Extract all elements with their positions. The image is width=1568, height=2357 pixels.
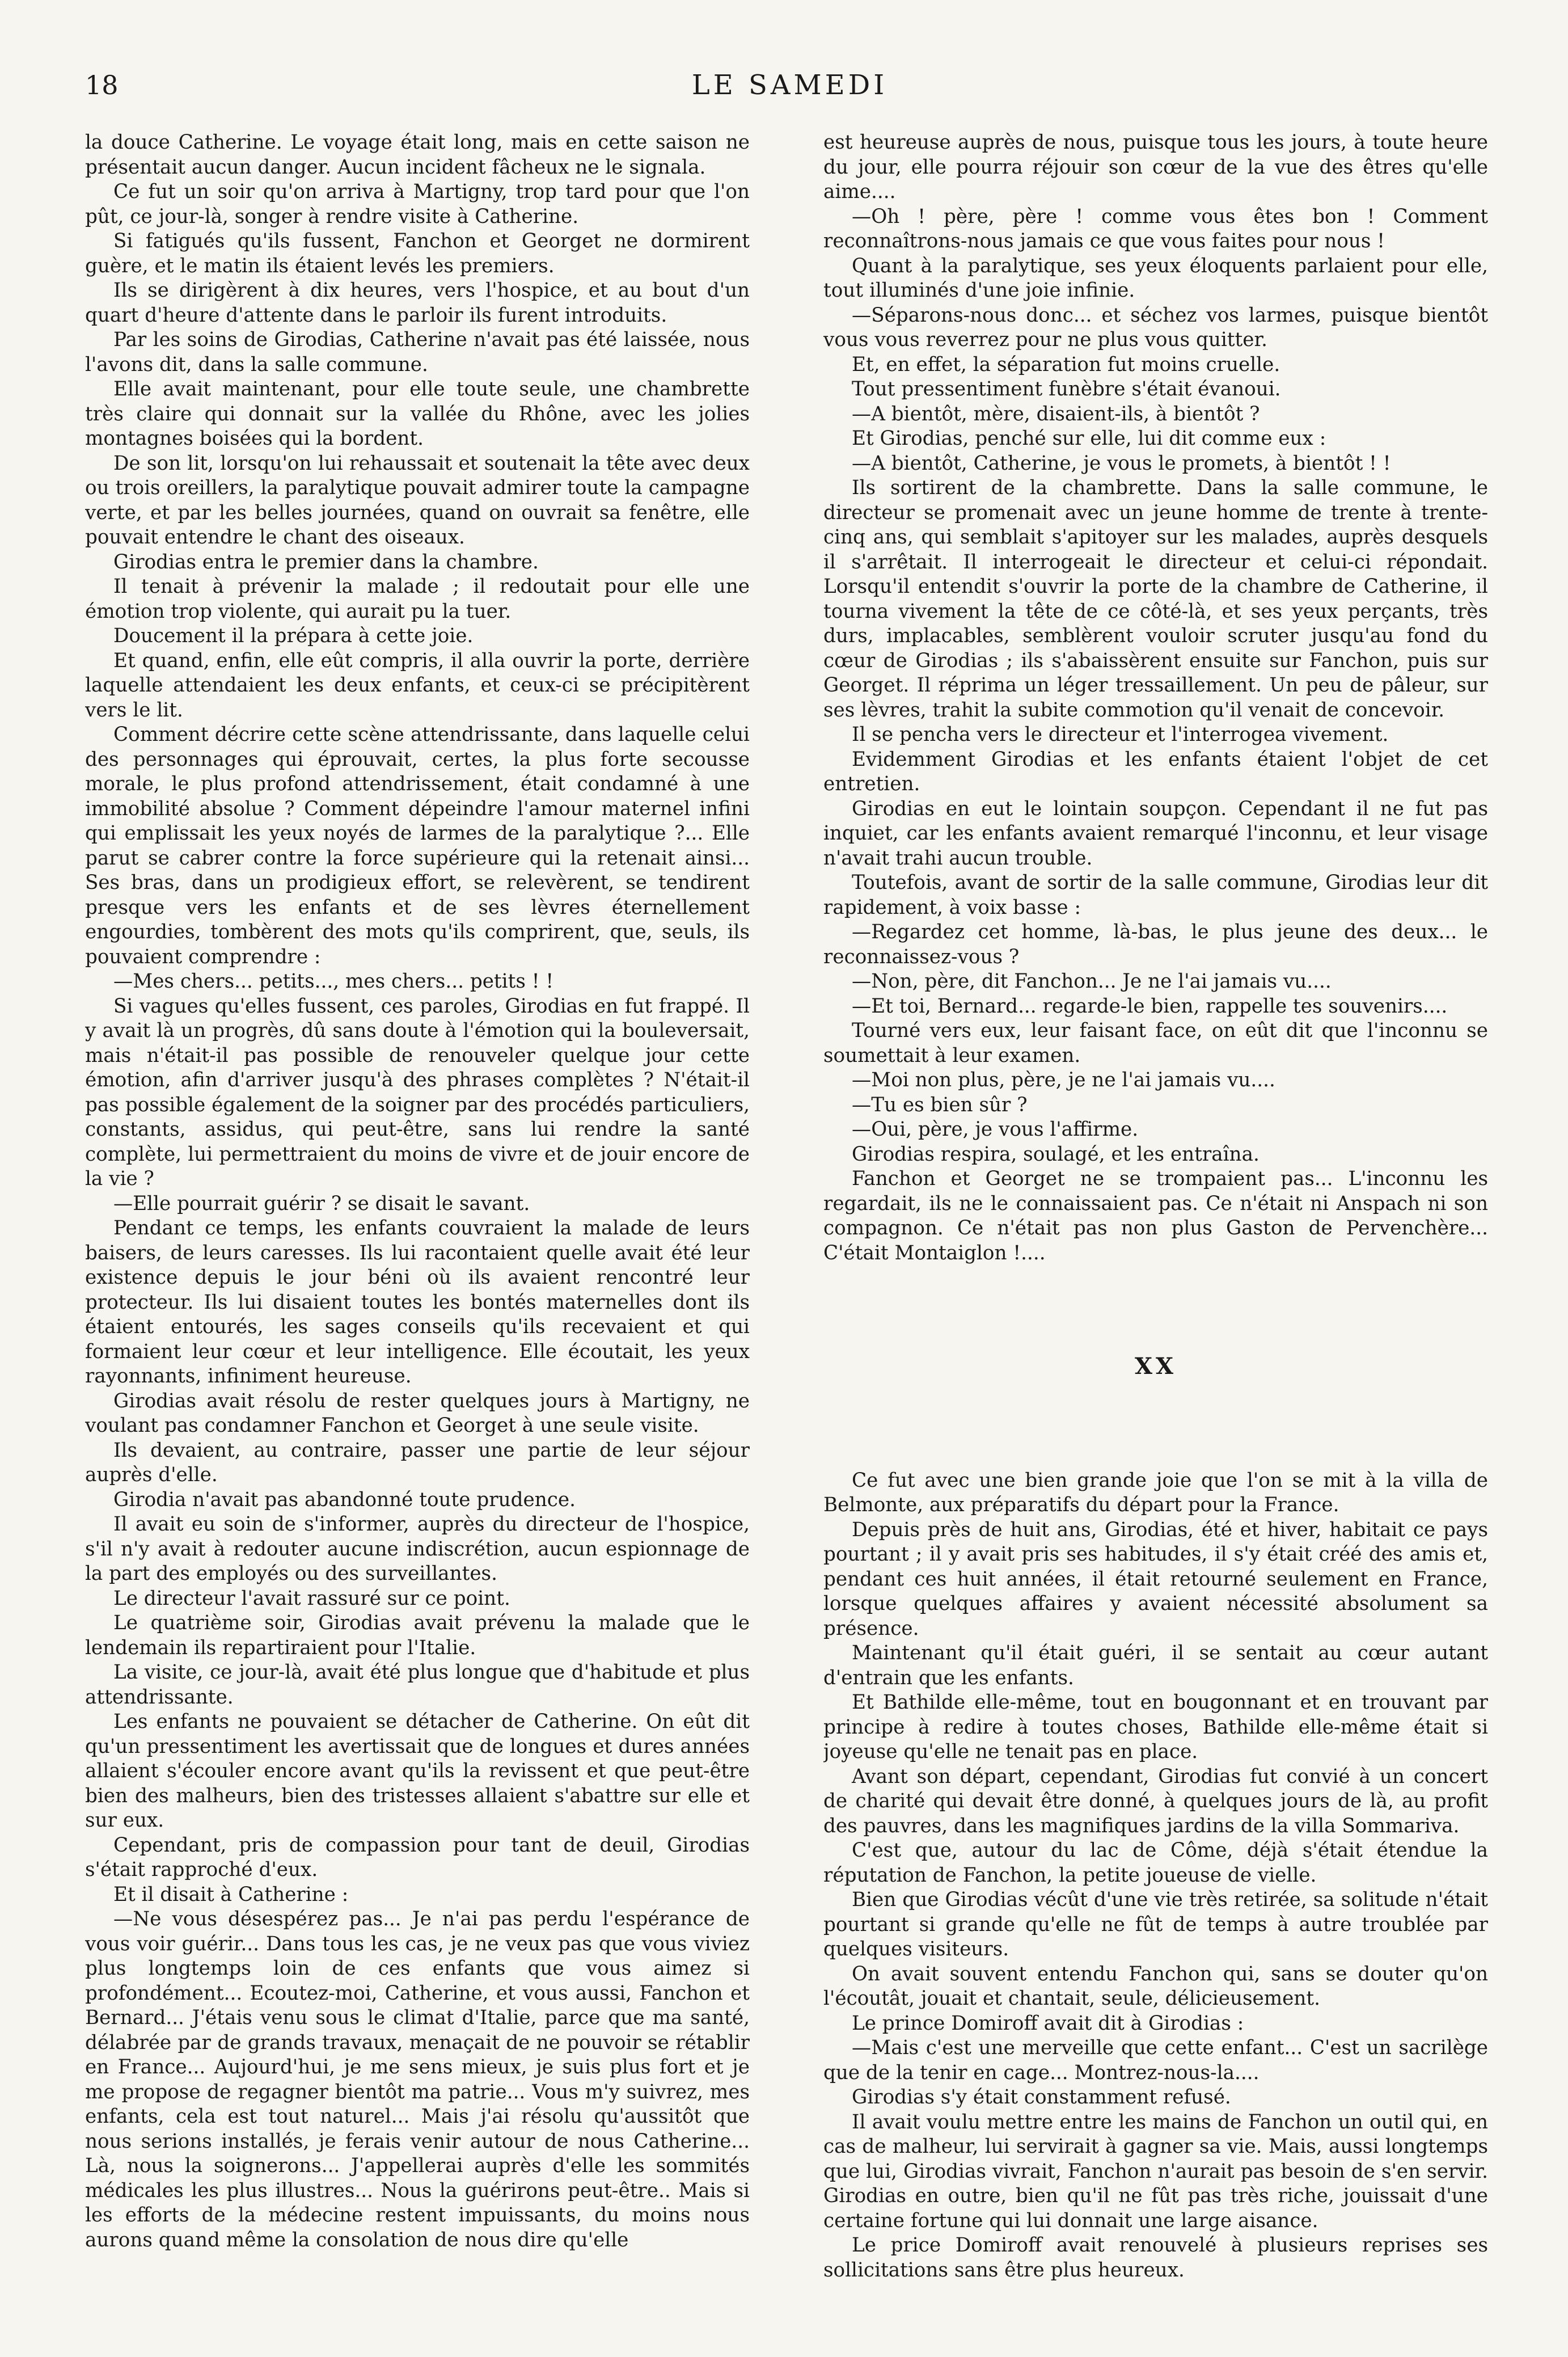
paragraph: Et Bathilde elle-même, tout en bougonnant et en trouvant par principe à redire à toutes choses, Bathilde elle-même était si joyeuse qu'elle ne tenait pas en place.: [823, 1691, 1488, 1763]
paragraph: Pendant ce temps, les enfants couvraient la malade de leurs baisers, de leurs caresses. Ils lui racontaient quelle avait été leur existence depuis le jour béni où ils avaient rencontré leur protecteur. Ils lui disaient toutes les bontés maternelles dont ils étaient entourés, les sages conseils qu'ils recevaient et qui formaient leur cœur et leur intelligence. Elle écoutait, les yeux rayonnants, infiniment heureuse.: [85, 1217, 750, 1388]
paragraph: Par les soins de Girodias, Catherine n'avait pas été laissée, nous l'avons dit, dans la salle commune.: [85, 328, 750, 376]
paragraph: —Oui, père, je vous l'affirme.: [852, 1118, 1139, 1141]
paragraph: —Tu es bien sûr ?: [852, 1093, 1028, 1116]
paragraph: Ce fut un soir qu'on arriva à Martigny, trop tard pour que l'on pût, ce jour-là, songer à rendre visite à Catherine.: [85, 180, 750, 228]
paragraph: Et, en effet, la séparation fut moins cruelle.: [852, 353, 1280, 376]
paragraph: Il se pencha vers le directeur et l'interrogea vivement.: [852, 723, 1389, 746]
paragraph: Quant à la paralytique, ses yeux éloquents parlaient pour elle, tout illuminés d'une joie infinie.: [823, 254, 1488, 302]
paragraph: C'est que, autour du lac de Côme, déjà s'était étendue la réputation de Fanchon, la petite joueuse de vielle.: [823, 1839, 1488, 1887]
paragraph: Girodias respira, soulagé, et les entraîna.: [852, 1142, 1260, 1166]
paragraph: Le directeur l'avait rassuré sur ce point.: [113, 1587, 510, 1610]
page-header: [85, 62, 1494, 108]
paragraph: Et Girodias, penché sur elle, lui dit comme eux :: [852, 427, 1326, 450]
paragraph: Girodias s'y était constamment refusé.: [852, 2086, 1231, 2109]
paragraph: Evidemment Girodias et les enfants étaient l'objet de cet entretien.: [823, 748, 1488, 795]
paragraph: Ils sortirent de la chambrette. Dans la salle commune, le directeur se promenait avec un jeune homme de trente à trente-cinq ans, qui semblait s'apitoyer sur les malades, auprès desquels il s'arrêtait. Il interrogeait le directeur et celui-ci répondait. Lorsqu'il entendit s'ouvrir la porte de la chambre de Catherine, il tourna vivement la tête de ce côté-là, et ses yeux perçants, très durs, implacables, semblèrent vouloir scruter jusqu'au fond du cœur de Girodias ; ils s'abaissèrent ensuite sur Fanchon, puis sur Georget. Il réprima un léger tressaillement. Un peu de pâleur, sur ses lèvres, trahit la subite commotion qu'il venait de concevoir.: [823, 477, 1488, 722]
paragraph: Et il disait à Catherine :: [113, 1883, 349, 1906]
paragraph: la douce Catherine. Le voyage était long, mais en cette saison ne présentait aucun danger. Aucun incident fâcheux ne le signala.: [85, 131, 750, 179]
paragraph: La visite, ce jour-là, avait été plus longue que d'habitude et plus attendrissante.: [85, 1661, 750, 1709]
chapter-heading: XX: [1134, 1353, 1177, 1380]
paragraph: Si vagues qu'elles fussent, ces paroles, Girodias en fut frappé. Il y avait là un progrès, dû sans doute à l'émotion qui la bouleversait, mais n'était-il pas possible de renouveler quelque jour cette émotion, afin d'arriver jusqu'à des phrases complètes ? N'était-il pas possible également de la soigner par des procédés particuliers, constants, assidus, qui peut-être, sans lui rendre la santé complète, lui permettraient du moins de vivre et de jouir encore de la vie ?: [85, 994, 750, 1190]
paragraph: Bien que Girodias vécût d'une vie très retirée, sa solitude n'était pourtant si grande qu'elle ne fût de temps à autre troublée par quelques visiteurs.: [823, 1888, 1488, 1960]
paragraph: Il tenait à prévenir la malade ; il redoutait pour elle une émotion trop violente, qui aurait pu la tuer.: [85, 575, 750, 623]
paragraph: —Ne vous désespérez pas... Je n'ai pas perdu l'espérance de vous voir guérir... Dans tous les cas, je ne veux pas que vous viviez plus longtemps loin de ces enfants que vous aimez si profondément... Ecoutez-moi, Catherine, et vous aussi, Fanchon et Bernard... J'étais venu sous le climat d'Italie, parce que ma santé, délabrée par de grands travaux, menaçait de ne pouvoir se rétablir en France... Aujourd'hui, je me sens mieux, je suis plus fort et je me propose de regagner bientôt ma patrie... Vous m'y suivrez, mes enfants, cela est tout naturel... Mais j'ai résolu qu'aussitôt que nous serions installés, je ferais venir autour de nous Catherine... Là, nous la soignerons... J'appellerai auprès d'elle les sommités médicales les plus illustres... Nous la guérirons peut-être.. Mais si les efforts de la médecine restent impuissants, du moins nous aurons quand même la consolation de nous dire qu'elle: [85, 1908, 750, 2251]
paragraph: —Non, père, dit Fanchon... Je ne l'ai jamais vu....: [852, 970, 1332, 993]
paragraph: Doucement il la prépara à cette joie.: [113, 625, 474, 647]
paragraph: Le quatrième soir, Girodias avait prévenu la malade que le lendemain ils repartiraient pour l'Italie.: [85, 1612, 750, 1659]
paragraph: —Oh ! père, père ! comme vous êtes bon ! Comment reconnaîtrons-nous jamais ce que vous faites pour nous !: [823, 205, 1488, 252]
paragraph: Ils devaient, au contraire, passer une partie de leur séjour auprès d'elle.: [85, 1439, 750, 1486]
paragraph: —Moi non plus, père, je ne l'ai jamais vu....: [852, 1069, 1275, 1091]
paragraph: Elle avait maintenant, pour elle toute seule, une chambrette très claire qui donnait sur la vallée du Rhône, avec les jolies montagnes boisées qui la bordent.: [85, 378, 750, 450]
paragraph: Fanchon et Georget ne se trompaient pas... L'inconnu les regardait, ils ne le connaissaient pas. Ce n'était ni Anspach ni son compagnon. Ce n'était pas non plus Gaston de Pervenchère... C'était Montaiglon !....: [823, 1167, 1488, 1264]
paragraph: Avant son départ, cependant, Girodias fut convié à un concert de charité qui devait être donné, à quelques jours de là, au profit des pauvres, dans les magnifiques jardins de la villa Sommariva.: [823, 1765, 1488, 1837]
paragraph: Le price Domiroff avait renouvelé à plusieurs reprises ses sollicitations sans être plus heureux.: [823, 2234, 1488, 2280]
paragraph: —Séparons-nous donc... et séchez vos larmes, puisque bientôt vous vous reverrez pour ne plus vous quitter.: [823, 303, 1488, 351]
paragraph: Comment décrire cette scène attendrissante, dans laquelle celui des personnages qui éprouvait, certes, la plus forte secousse morale, le plus profond attendrissement, était condamné à une immobilité absolue ? Comment dépeindre l'amour maternel infini qui emplissait les yeux noyés de larmes de la paralytique ?... Elle parut se cabrer contre la force supérieure qui la retenait ainsi... Ses bras, dans un prodigieux effort, se relevèrent, se tendirent presque vers les enfants et de ses lèvres éternellement engourdies, tombèrent des mots qu'ils comprirent, que, seuls, ils pouvaient comprendre :: [85, 723, 750, 968]
paragraph: Girodias entra le premier dans la chambre.: [113, 550, 539, 574]
paragraph: De son lit, lorsqu'on lui rehaussait et soutenait la tête avec deux ou trois oreillers, la paralytique pouvait admirer toute la campagne verte, et par les belles journées, quand on ouvrait sa fenêtre, elle pouvait entendre le chant des oiseaux.: [85, 452, 750, 549]
paragraph: —Et toi, Bernard... regarde-le bien, rappelle tes souvenirs....: [852, 994, 1448, 1018]
right-column: [823, 130, 1488, 2280]
paragraph: Girodia n'avait pas abandonné toute prudence.: [113, 1488, 576, 1511]
paragraph: —Regardez cet homme, là-bas, le plus jeune des deux... le reconnaissez-vous ?: [823, 921, 1488, 968]
paragraph: Les enfants ne pouvaient se détacher de Catherine. On eût dit qu'un pressentiment les avertissait que de longues et dures années allaient s'écouler encore avant qu'ils la revissent et que peut-être bien des malheurs, bien des tristesses allaient s'abattre sur elle et sur eux.: [85, 1710, 750, 1832]
paragraph: On avait souvent entendu Fanchon qui, sans se douter qu'on l'écoutât, jouait et chantait, seule, délicieusement.: [823, 1962, 1488, 2010]
paragraph: —Elle pourrait guérir ? se disait le savant.: [113, 1192, 530, 1215]
paragraph: —Mes chers... petits..., mes chers... petits ! !: [113, 970, 554, 993]
paragraph: Tourné vers eux, leur faisant face, on eût dit que l'inconnu se soumettait à leur examen.: [823, 1019, 1488, 1067]
paragraph: Maintenant qu'il était guéri, il se sentait au cœur autant d'entrain que les enfants.: [823, 1642, 1488, 1689]
paragraph: Depuis près de huit ans, Girodias, été et hiver, habitait ce pays pourtant ; il y avait pris ses habitudes, il s'y était créé des amis et, pendant ces huit années, il était retourné seulement en France, lorsque quelques affaires y avaient nécessité absolument sa présence.: [823, 1518, 1488, 1640]
paragraph: Il avait voulu mettre entre les mains de Fanchon un outil qui, en cas de malheur, lui servirait à gagner sa vie. Mais, aussi longtemps que lui, Girodias vivrait, Fanchon n'aurait pas besoin de s'en servir. Girodias en outre, bien qu'il ne fût pas très riche, jouissait d'une certaine fortune qui lui donnait une large aisance.: [823, 2110, 1488, 2232]
paragraph: —A bientôt, mère, disaient-ils, à bientôt ?: [852, 402, 1260, 425]
paragraph: est heureuse auprès de nous, puisque tous les jours, à toute heure du jour, elle pourra réjouir son cœur de la vue des êtres qu'elle aime....: [823, 131, 1488, 203]
paragraph: Si fatigués qu'ils fussent, Fanchon et Georget ne dormirent guère, et le matin ils étaient levés les premiers.: [85, 230, 750, 277]
running-title: LE SAMEDI: [691, 69, 888, 101]
paragraph: —A bientôt, Catherine, je vous le promets, à bientôt ! !: [852, 452, 1391, 475]
paragraph: Ce fut avec une bien grande joie que l'on se mit à la villa de Belmonte, aux préparatifs du départ pour la France.: [823, 1469, 1488, 1516]
paragraph: Le prince Domiroff avait dit à Girodias :: [852, 2012, 1244, 2035]
page-number: 18: [85, 70, 119, 100]
paragraph: —Mais c'est une merveille que cette enfant... C'est un sacrilège que de la tenir en cage... Montrez-nous-la....: [823, 2036, 1488, 2084]
left-column: [85, 130, 750, 2280]
paragraph: Girodias en eut le lointain soupçon. Cependant il ne fut pas inquiet, car les enfants avaient remarqué l'inconnu, et leur visage n'avait trahi aucun trouble.: [823, 797, 1488, 870]
paragraph: Ils se dirigèrent à dix heures, vers l'hospice, et au bout d'un quart d'heure d'attente dans le parloir ils furent introduits.: [85, 279, 750, 327]
paragraph: Cependant, pris de compassion pour tant de deuil, Girodias s'était rapproché d'eux.: [85, 1833, 750, 1881]
paragraph: Et quand, enfin, elle eût compris, il alla ouvrir la porte, derrière laquelle attendaient les deux enfants, et ceux-ci se précipitèrent vers le lit.: [85, 649, 750, 722]
paragraph: Tout pressentiment funèbre s'était évanoui.: [852, 378, 1281, 400]
paragraph: Girodias avait résolu de rester quelques jours à Martigny, ne voulant pas condamner Fanchon et Georget à une seule visite.: [85, 1389, 750, 1437]
paragraph: Il avait eu soin de s'informer, auprès du directeur de l'hospice, s'il n'y avait à redouter aucune indiscrétion, aucun espionnage de la part des employés ou des surveillantes.: [85, 1513, 750, 1585]
paragraph: Toutefois, avant de sortir de la salle commune, Girodias leur dit rapidement, à voix basse :: [823, 871, 1488, 919]
